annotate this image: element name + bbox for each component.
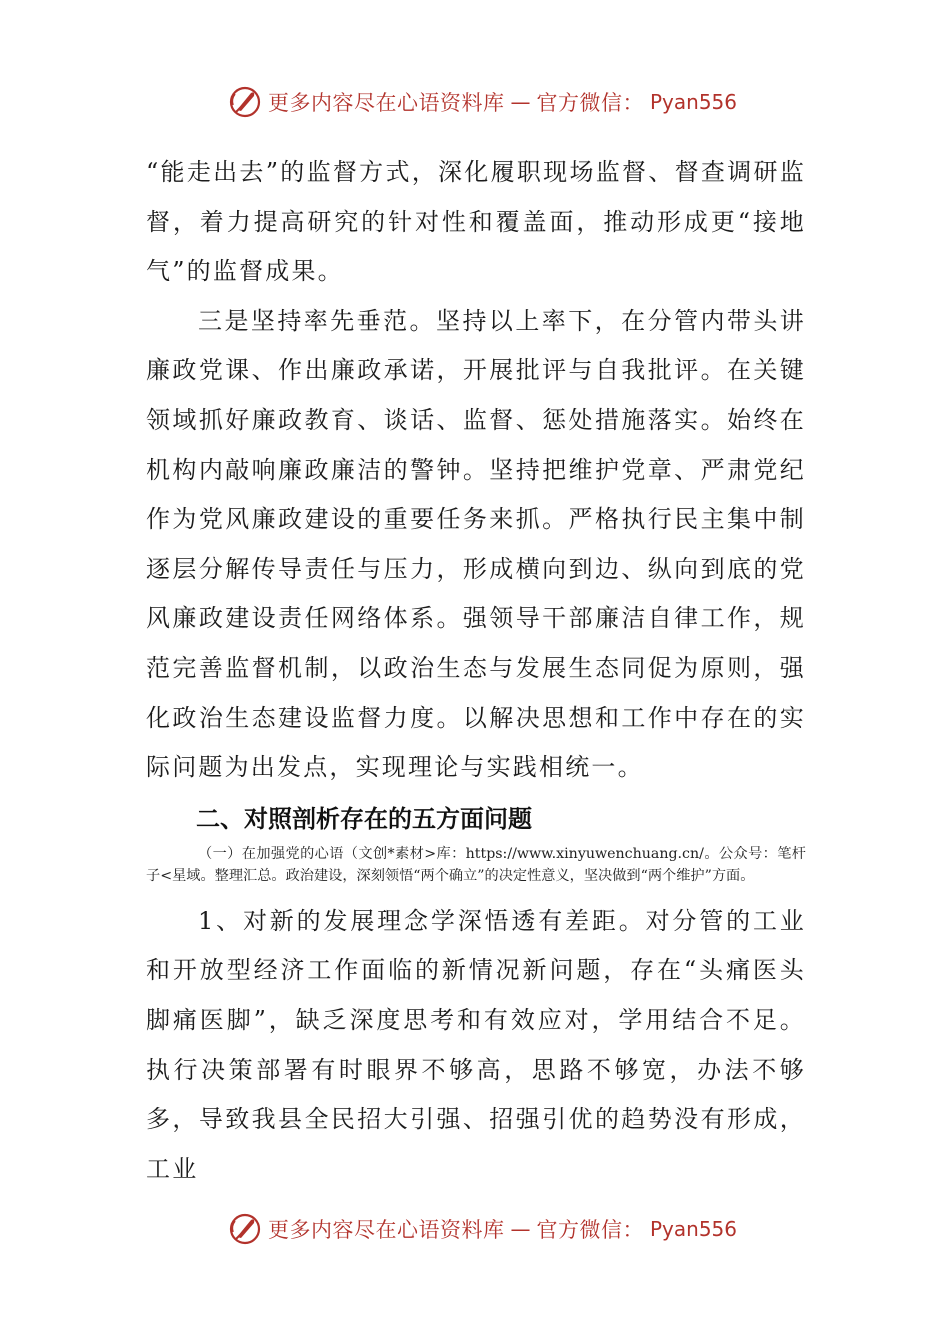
paragraph-three: 三是坚持率先垂范。坚持以上率下，在分管内带头讲廉政党课、作出廉政承诺，开展批评与自我批评。在关键领域抓好廉政教育、谈话、监督、惩处措施落实。始终在机构内敲响廉政廉洁的警钟。坚持把维护党章、严肃党纪作为党风廉政建设的重要任务来抓。严格执行民主集中制逐层分解传导责任与压力，形成横向到边、纵向到底的党风廉政建设责任网络体系。强领导干部廉洁自律工作，规范完善监督机制，以政治生态与发展生态同促为原则，强化政治生态建设监督力度。以解决思想和工作中存在的实际问题为出发点，实现理论与实践相统一。 <box>146 306 806 782</box>
banner-separator: — <box>510 90 531 114</box>
banner-wechat-id: Pyan556 <box>650 90 738 114</box>
small-note: （一）在加强党的心语（文创*素材>库：https://www.xinyuwenchuang.cn/。公众号：笔杆子<星域。整理汇总。政治建设，深刻领悟“两个确立”的决定性意义，坚决做到“两个维护”方面。 <box>146 845 806 884</box>
banner-wechat-id: Pyan556 <box>650 1217 738 1241</box>
document-body <box>146 148 806 1194</box>
section-heading: 二、对照剖析存在的五方面问题 <box>196 804 532 833</box>
banner-wechat-label: 官方微信： <box>536 1218 644 1242</box>
banner-separator: — <box>510 1217 531 1241</box>
quill-pen-icon <box>228 1212 262 1246</box>
footer-banner <box>228 1209 737 1249</box>
header-banner <box>228 82 737 122</box>
banner-wechat-label: 官方微信： <box>536 91 644 115</box>
paragraph-continuation: “能走出去”的监督方式，深化履职现场监督、督查调研监督，着力提高研究的针对性和覆盖面，推动形成更“接地气”的监督成果。 <box>146 158 806 286</box>
banner-text: 更多内容尽在心语资料库 <box>268 1218 505 1242</box>
quill-pen-icon <box>228 85 262 119</box>
paragraph-item-one: 1、对新的发展理念学深悟透有差距。对分管的工业和开放型经济工作面临的新情况新问题，存在“头痛医头脚痛医脚”，缺乏深度思考和有效应对，学用结合不足。执行决策部署有时眼界不够高，思路不够宽，办法不够多，导致我县全民招大引强、招强引优的趋势没有形成，工业 <box>146 906 806 1183</box>
banner-text: 更多内容尽在心语资料库 <box>268 91 505 115</box>
